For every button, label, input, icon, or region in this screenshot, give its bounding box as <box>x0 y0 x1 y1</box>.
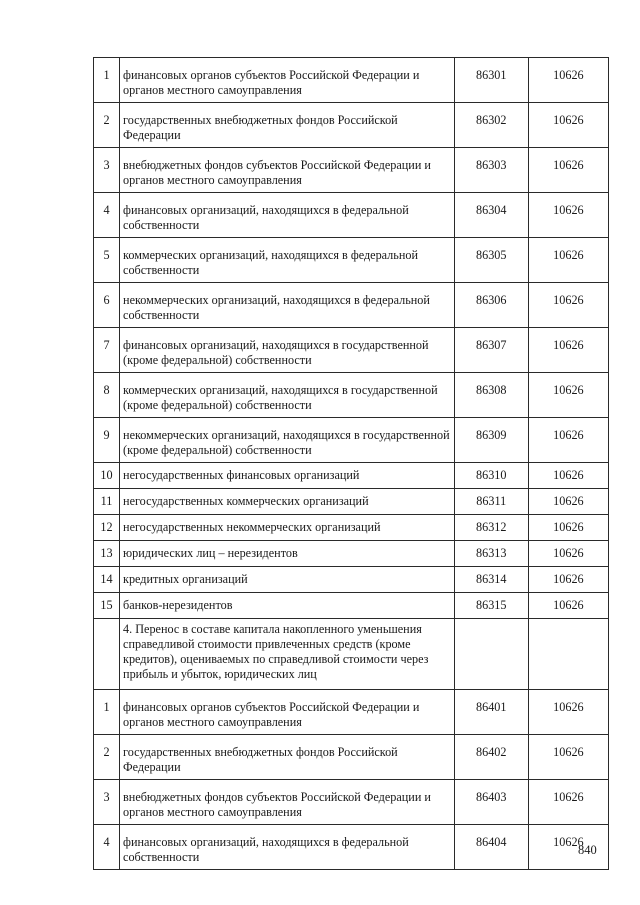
row-description: государственных внебюджетных фондов Российской Федерации <box>120 735 455 780</box>
table-row <box>94 463 609 489</box>
row-account-number: 10626 <box>528 418 608 463</box>
row-number: 15 <box>94 593 120 619</box>
row-symbol-code: 86305 <box>454 238 528 283</box>
row-number: 12 <box>94 515 120 541</box>
table-row <box>94 148 609 193</box>
row-number: 1 <box>94 690 120 735</box>
row-description: негосударственных финансовых организаций <box>120 463 455 489</box>
row-account-number: 10626 <box>528 593 608 619</box>
table-row <box>94 418 609 463</box>
row-account-number: 10626 <box>528 735 608 780</box>
table-row <box>94 780 609 825</box>
row-symbol-code: 86312 <box>454 515 528 541</box>
table-row <box>94 238 609 283</box>
row-symbol-code: 86303 <box>454 148 528 193</box>
row-number: 4 <box>94 193 120 238</box>
row-description: финансовых организаций, находящихся в государственной (кроме федеральной) собственности <box>120 328 455 373</box>
row-description: некоммерческих организаций, находящихся в государственной (кроме федеральной) собственности <box>120 418 455 463</box>
row-symbol-code: 86404 <box>454 825 528 870</box>
row-symbol-code: 86307 <box>454 328 528 373</box>
row-symbol-code: 86301 <box>454 58 528 103</box>
row-number-empty <box>94 619 120 690</box>
row-number: 8 <box>94 373 120 418</box>
row-account-number: 10626 <box>528 373 608 418</box>
row-symbol-code: 86313 <box>454 541 528 567</box>
row-symbol-code: 86310 <box>454 463 528 489</box>
row-symbol-code-empty <box>454 619 528 690</box>
table-row <box>94 690 609 735</box>
row-description: финансовых организаций, находящихся в федеральной собственности <box>120 825 455 870</box>
row-number: 9 <box>94 418 120 463</box>
section-heading: 4. Перенос в составе капитала накопленного уменьшения справедливой стоимости привлеченных средств (кроме кредитов), оцениваемых по справедливой стоимости через прибыль и убыток, юридических лиц <box>120 619 455 690</box>
row-symbol-code: 86311 <box>454 489 528 515</box>
row-symbol-code: 86315 <box>454 593 528 619</box>
row-symbol-code: 86304 <box>454 193 528 238</box>
row-number: 14 <box>94 567 120 593</box>
table-row <box>94 567 609 593</box>
row-symbol-code: 86309 <box>454 418 528 463</box>
table-row <box>94 489 609 515</box>
row-account-number: 10626 <box>528 238 608 283</box>
row-description: внебюджетных фондов субъектов Российской Федерации и органов местного самоуправления <box>120 148 455 193</box>
row-symbol-code: 86308 <box>454 373 528 418</box>
row-description: некоммерческих организаций, находящихся в федеральной собственности <box>120 283 455 328</box>
row-number: 6 <box>94 283 120 328</box>
row-account-number-empty <box>528 619 608 690</box>
row-account-number: 10626 <box>528 541 608 567</box>
row-description: финансовых органов субъектов Российской Федерации и органов местного самоуправления <box>120 58 455 103</box>
row-description: коммерческих организаций, находящихся в федеральной собственности <box>120 238 455 283</box>
row-symbol-code: 86306 <box>454 283 528 328</box>
row-description: коммерческих организаций, находящихся в государственной (кроме федеральной) собственности <box>120 373 455 418</box>
row-account-number: 10626 <box>528 148 608 193</box>
row-number: 2 <box>94 103 120 148</box>
table-row <box>94 541 609 567</box>
row-number: 3 <box>94 148 120 193</box>
accounts-table <box>93 57 609 870</box>
row-symbol-code: 86302 <box>454 103 528 148</box>
table-row <box>94 373 609 418</box>
table-row <box>94 735 609 780</box>
row-account-number: 10626 <box>528 567 608 593</box>
row-symbol-code: 86402 <box>454 735 528 780</box>
row-number: 10 <box>94 463 120 489</box>
row-account-number: 10626 <box>528 463 608 489</box>
row-number: 2 <box>94 735 120 780</box>
row-number: 5 <box>94 238 120 283</box>
row-account-number: 10626 <box>528 193 608 238</box>
row-number: 1 <box>94 58 120 103</box>
row-account-number: 10626 <box>528 489 608 515</box>
row-number: 11 <box>94 489 120 515</box>
table-row <box>94 825 609 870</box>
row-symbol-code: 86403 <box>454 780 528 825</box>
section-heading-row <box>94 619 609 690</box>
row-account-number: 10626 <box>528 690 608 735</box>
row-symbol-code: 86401 <box>454 690 528 735</box>
page-number: 840 <box>578 843 597 857</box>
row-account-number: 10626 <box>528 58 608 103</box>
row-account-number: 10626 <box>528 515 608 541</box>
row-number: 4 <box>94 825 120 870</box>
row-description: государственных внебюджетных фондов Российской Федерации <box>120 103 455 148</box>
row-number: 13 <box>94 541 120 567</box>
table-row <box>94 103 609 148</box>
row-description: банков-нерезидентов <box>120 593 455 619</box>
row-description: негосударственных коммерческих организаций <box>120 489 455 515</box>
row-description: внебюджетных фондов субъектов Российской Федерации и органов местного самоуправления <box>120 780 455 825</box>
table-row <box>94 515 609 541</box>
table-row <box>94 58 609 103</box>
table-row <box>94 328 609 373</box>
row-description: кредитных организаций <box>120 567 455 593</box>
row-description: финансовых организаций, находящихся в федеральной собственности <box>120 193 455 238</box>
row-number: 7 <box>94 328 120 373</box>
row-account-number: 10626 <box>528 825 608 870</box>
row-description: юридических лиц – нерезидентов <box>120 541 455 567</box>
row-account-number: 10626 <box>528 103 608 148</box>
row-description: финансовых органов субъектов Российской Федерации и органов местного самоуправления <box>120 690 455 735</box>
row-symbol-code: 86314 <box>454 567 528 593</box>
row-account-number: 10626 <box>528 780 608 825</box>
row-account-number: 10626 <box>528 328 608 373</box>
table-row <box>94 283 609 328</box>
table-row <box>94 593 609 619</box>
table-row <box>94 193 609 238</box>
row-account-number: 10626 <box>528 283 608 328</box>
row-description: негосударственных некоммерческих организаций <box>120 515 455 541</box>
row-number: 3 <box>94 780 120 825</box>
